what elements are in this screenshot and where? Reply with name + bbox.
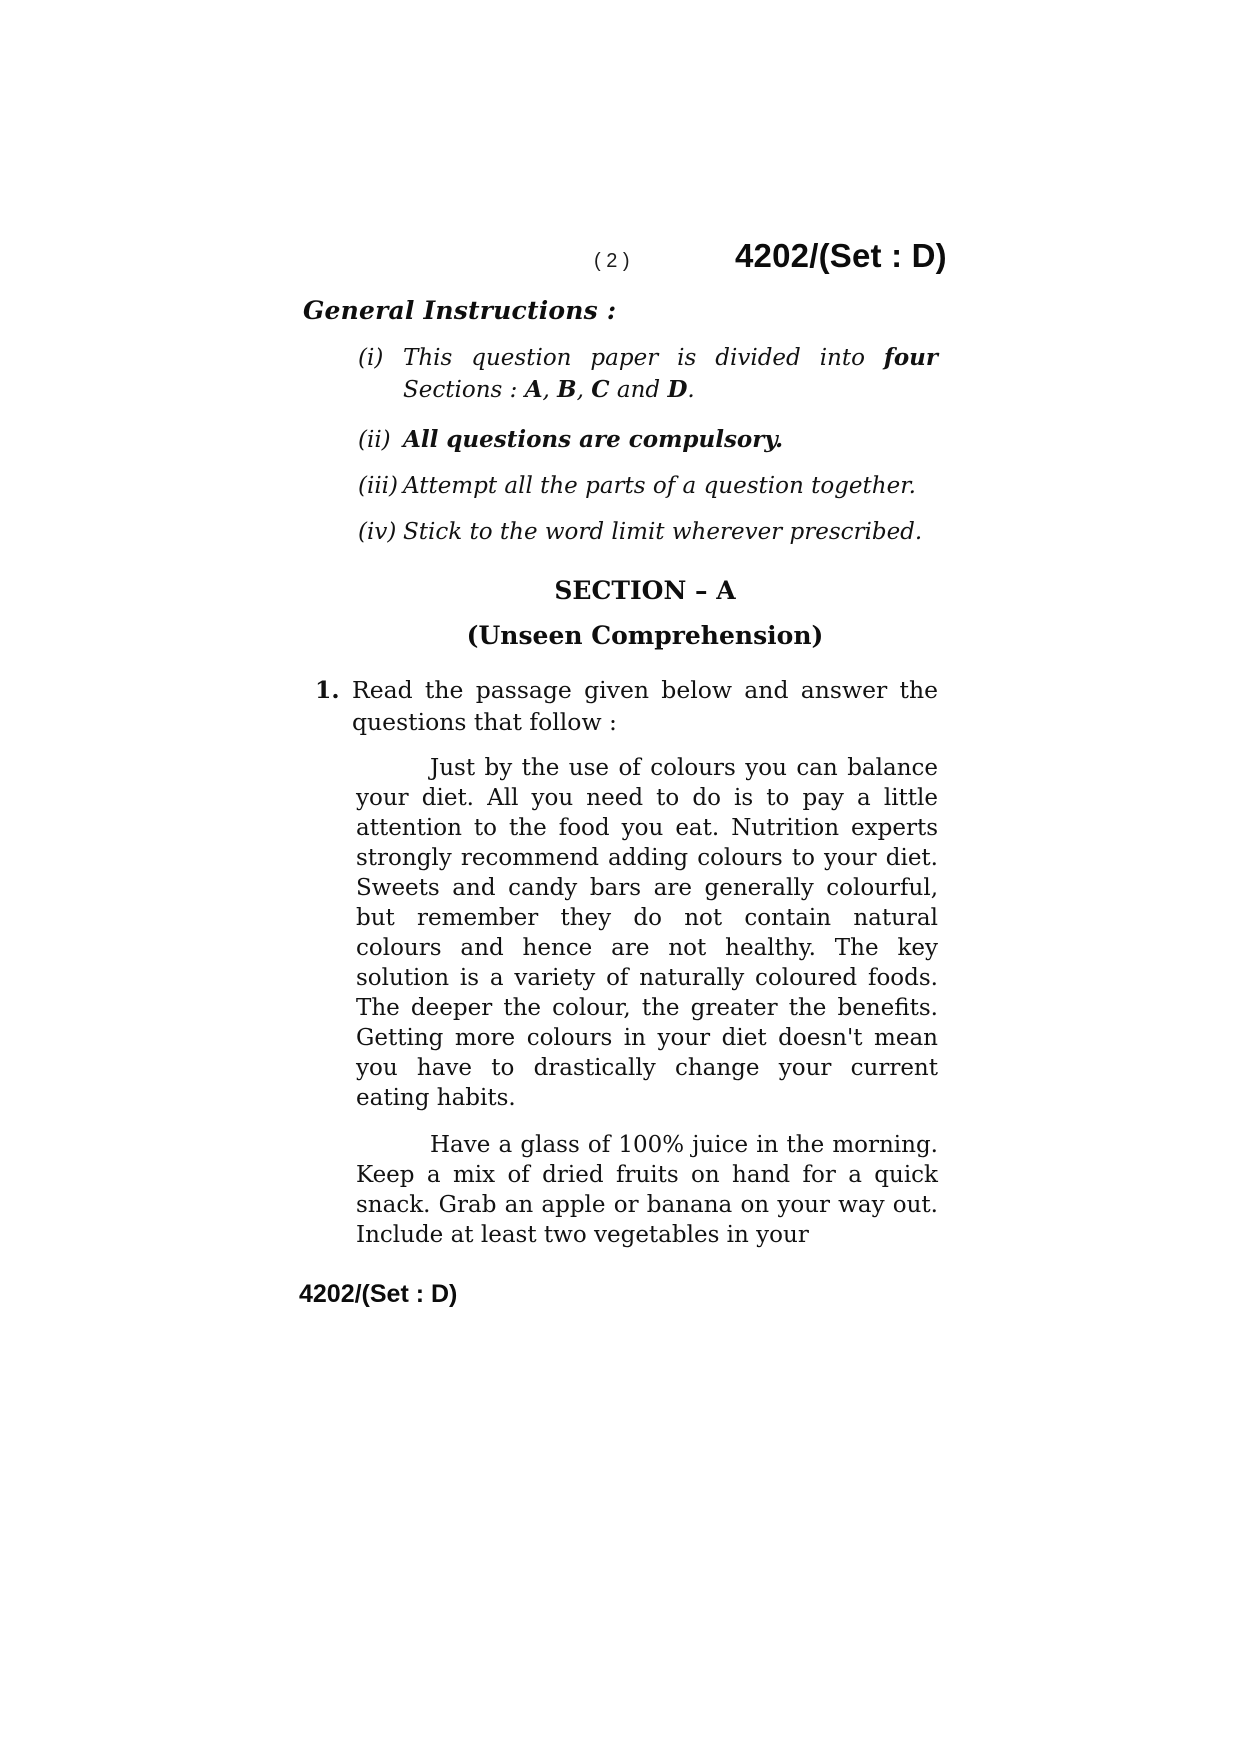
instruction-text-segment-bold: four bbox=[883, 344, 938, 371]
section-a-title: SECTION – A bbox=[554, 576, 736, 605]
instruction-text bbox=[403, 342, 938, 406]
general-instructions-heading: General Instructions : bbox=[303, 296, 617, 325]
instruction-text-segment-bold: D bbox=[667, 376, 688, 403]
instruction-text-segment-bold: B bbox=[557, 376, 577, 403]
question-1 bbox=[315, 674, 938, 738]
passage-paragraph-2: Have a glass of 100% juice in the morning. Keep a mix of dried fruits on hand for a quick snack. Grab an apple or banana on your way out. Include at least two vegetables in your bbox=[356, 1132, 938, 1248]
instruction-marker: (ii) bbox=[358, 427, 391, 453]
question-prompt: Read the passage given below and answer the questions that follow : bbox=[352, 676, 938, 736]
instruction-text-segment: , bbox=[542, 377, 558, 403]
instruction-text-segment: , bbox=[576, 377, 592, 403]
instruction-item-i bbox=[358, 342, 938, 406]
instruction-marker: (i) bbox=[358, 345, 384, 371]
instruction-text-segment-bold: C bbox=[591, 376, 610, 403]
question-number: 1. bbox=[315, 676, 340, 704]
instruction-text: Stick to the word limit wherever prescribed. bbox=[403, 519, 923, 545]
instruction-item-iii bbox=[358, 470, 938, 502]
paper-code-header: 4202/(Set : D) bbox=[735, 237, 947, 274]
instruction-item-ii bbox=[358, 424, 938, 456]
instruction-text-segment: . bbox=[687, 377, 695, 403]
instruction-text-segment: Sections : bbox=[403, 377, 525, 403]
instruction-text-segment: and bbox=[609, 377, 668, 403]
passage-paragraph-1: Just by the use of colours you can balance your diet. All you need to do is to pay a little attention to the food you eat. Nutrition experts strongly recommend adding colours to your diet. Sweets and candy bars are generally colourful, but remember they do not contain natural colours and hence are not healthy. The key solution is a variety of naturally coloured foods. The deeper the colour, the greater the benefits. Getting more colours in your diet doesn't mean you have to drastically change your current eating habits. bbox=[356, 755, 938, 1111]
paper-code-footer: 4202/(Set : D) bbox=[299, 1280, 458, 1308]
instruction-item-iv bbox=[358, 516, 938, 548]
instruction-marker: (iv) bbox=[358, 519, 397, 545]
section-a-subtitle: (Unseen Comprehension) bbox=[466, 621, 824, 650]
instruction-marker: (iii) bbox=[358, 473, 399, 499]
reading-passage bbox=[356, 753, 938, 1267]
instruction-text-segment-bold: A bbox=[524, 376, 543, 403]
instruction-text: Attempt all the parts of a question together. bbox=[403, 473, 916, 499]
instruction-text: All questions are compulsory. bbox=[403, 426, 784, 453]
instruction-text-segment: This question paper is divided into bbox=[403, 345, 884, 371]
page-number: ( 2 ) bbox=[594, 250, 630, 272]
